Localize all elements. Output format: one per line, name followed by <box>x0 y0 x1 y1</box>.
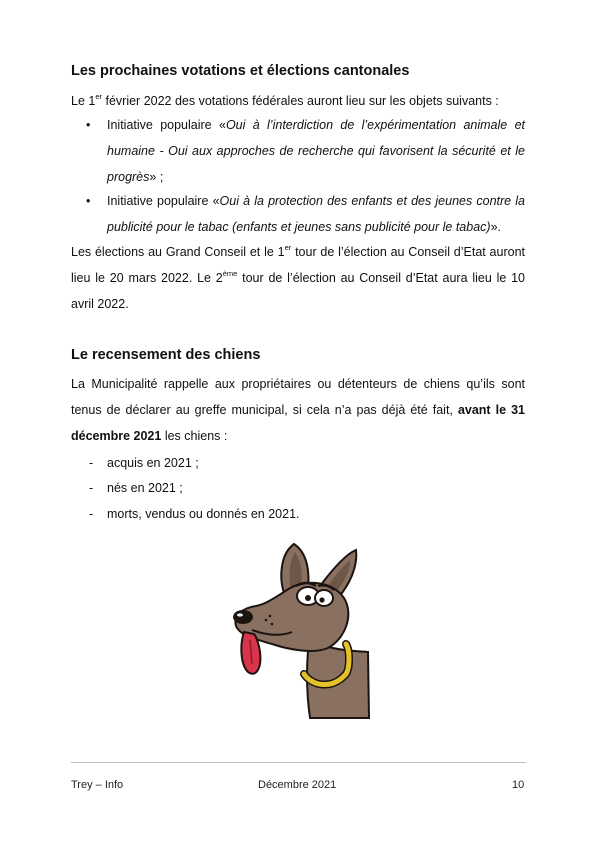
votations-intro <box>71 88 525 114</box>
item1-suffix: » ; <box>149 170 164 184</box>
elections-paragraph <box>71 239 525 317</box>
item2-prefix: Initiative populaire « <box>107 194 220 208</box>
dash-2: - <box>89 481 94 495</box>
elections-text-a: Les élections au Grand Conseil et le 1 <box>71 245 285 259</box>
footer-publication: Trey – Info <box>71 779 124 791</box>
dog-right-eye <box>315 590 333 606</box>
dog-list-item: morts, vendus ou donnés en 2021. <box>107 507 300 521</box>
bullet-2: • <box>86 194 91 208</box>
dogs-paragraph <box>71 371 525 449</box>
bullet-1: • <box>86 118 91 132</box>
footer-date: Décembre 2021 <box>258 779 337 791</box>
dogs-text-a: La Municipalité rappelle aux propriétaires ou détenteurs de chiens qu’ils sont tenus de déclarer au greffe municipal, si cela n’a pas déjà été fait, <box>71 377 525 417</box>
item1-prefix: Initiative populaire « <box>107 118 226 132</box>
elections-superscript-1: er <box>284 243 292 252</box>
elections-text-b: tour de l’élection au Conseil d’Etat auront lieu le 20 mars 2022. Le 2 <box>71 245 525 285</box>
intro-text-post: février 2022 des votations fédérales auront lieu sur les objets suivants : <box>102 94 499 108</box>
dash-3: - <box>89 507 94 521</box>
dog-list-item: acquis en 2021 ; <box>107 456 199 470</box>
item1-title: Oui à l’interdiction de l’expérimentation animale et humaine - Oui aux approches de recherche qui favorisent la sécurité et le progrès <box>107 118 526 184</box>
votation-object-2 <box>107 188 525 240</box>
intro-text-pre: Le 1 <box>71 94 96 108</box>
dash-1: - <box>89 456 94 470</box>
votation-object-1 <box>107 112 525 190</box>
page-number: 10 <box>512 779 525 791</box>
cartoon-dog-illustration <box>228 540 378 720</box>
dog-list-item: nés en 2021 ; <box>107 481 183 495</box>
section-title-votations: Les prochaines votations et élections cantonales <box>71 63 410 79</box>
footer-divider <box>71 762 526 763</box>
intro-superscript: er <box>95 92 103 101</box>
elections-text-c: tour de l’élection au Conseil d’Etat aura lieu le 10 avril 2022. <box>71 271 525 311</box>
dog-nose <box>233 610 253 624</box>
item2-suffix: ». <box>490 220 502 234</box>
dogs-text-b: les chiens : <box>161 429 228 443</box>
section-title-dogs: Le recensement des chiens <box>71 347 261 363</box>
dogs-deadline: avant le 31 décembre 2021 <box>71 403 525 443</box>
elections-superscript-2: ème <box>222 269 238 278</box>
item2-title: Oui à la protection des enfants et des jeunes contre la publicité pour le tabac (enfants et jeunes sans publicité pour le tabac) <box>107 194 525 234</box>
